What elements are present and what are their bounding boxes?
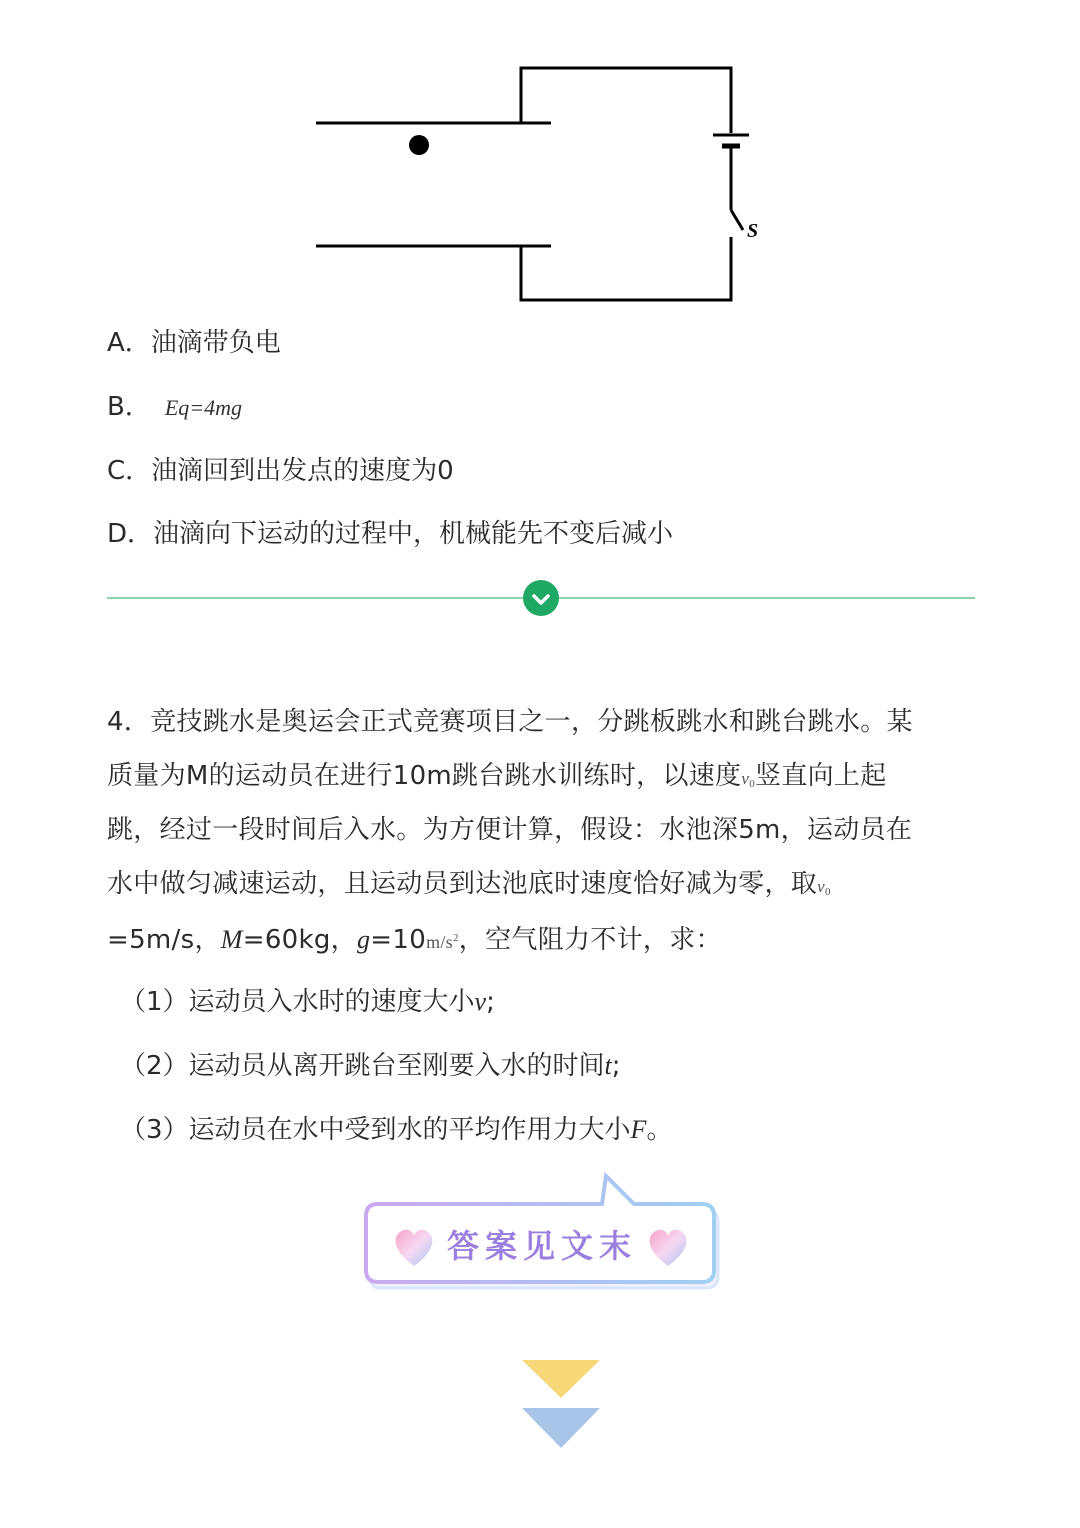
oil-droplet bbox=[409, 135, 429, 155]
chevron-down-icon bbox=[520, 1356, 602, 1452]
option-b-letter: B． bbox=[107, 392, 151, 422]
option-d bbox=[107, 516, 673, 552]
bottom-wire bbox=[521, 237, 731, 300]
option-a-text: 油滴带负电 bbox=[150, 328, 281, 358]
answer-badge[interactable] bbox=[362, 1172, 722, 1294]
option-d-text: 油滴向下运动的过程中，机械能先不变后减小 bbox=[153, 519, 674, 549]
option-c-letter: C． bbox=[107, 456, 152, 486]
question-line-2-b: 竖直向上起 bbox=[755, 761, 887, 791]
v0-symbol-2: v0 bbox=[817, 877, 831, 898]
gravity-symbol: g bbox=[356, 925, 371, 954]
answer-badge-label: 答案见文末 bbox=[446, 1227, 637, 1265]
sub-question-2: （2）运动员从离开跳台至刚要入水的时间t; bbox=[120, 1051, 621, 1081]
question-line-3: 跳，经过一段时间后入水。为方便计算，假设：水池深5m，运动员在 bbox=[107, 815, 913, 845]
sub-question-3: （3）运动员在水中受到水的平均作用力大小F。 bbox=[120, 1115, 673, 1145]
force-symbol: F bbox=[630, 1115, 647, 1144]
option-b bbox=[107, 389, 242, 426]
question-line-5: =5m/s，M=60kg，$g=10m/s^2$，空气阻力不计，求： bbox=[107, 925, 722, 955]
v0-symbol: v0 bbox=[741, 769, 756, 790]
acceleration-unit: $m/s^2$ bbox=[426, 932, 459, 952]
question-line-1: 4．竞技跳水是奥运会正式竞赛项目之一，分跳板跳水和跳台跳水。某 bbox=[107, 707, 913, 737]
top-wire bbox=[521, 68, 731, 133]
option-c-text: 油滴回到出发点的速度为0 bbox=[151, 456, 454, 486]
time-symbol: t bbox=[604, 1051, 612, 1080]
question-line-4 bbox=[107, 866, 831, 910]
mass-symbol: M bbox=[220, 925, 243, 954]
option-a-letter: A． bbox=[107, 328, 151, 358]
capacitor-circuit-figure bbox=[300, 55, 780, 315]
option-c bbox=[107, 453, 454, 489]
question-line-2-a: 质量为M的运动员在进行10m跳台跳水训练时，以速度 bbox=[107, 761, 742, 791]
arrow-yellow bbox=[522, 1360, 600, 1398]
sub-question-1: （1）运动员入水时的速度大小v; bbox=[120, 987, 495, 1017]
velocity-symbol: v bbox=[474, 987, 487, 1016]
check-icon bbox=[523, 580, 559, 616]
option-d-letter: D． bbox=[107, 519, 154, 549]
switch-blade bbox=[731, 210, 743, 230]
switch-label: S bbox=[747, 220, 759, 242]
question-line-4-text: 水中做匀减速运动，且运动员到达池底时速度恰好减为零，取 bbox=[107, 869, 818, 899]
arrow-blue bbox=[522, 1408, 600, 1448]
option-a bbox=[107, 325, 281, 361]
option-b-formula: Eq=4mg bbox=[164, 395, 243, 420]
question-line-2 bbox=[107, 758, 887, 802]
